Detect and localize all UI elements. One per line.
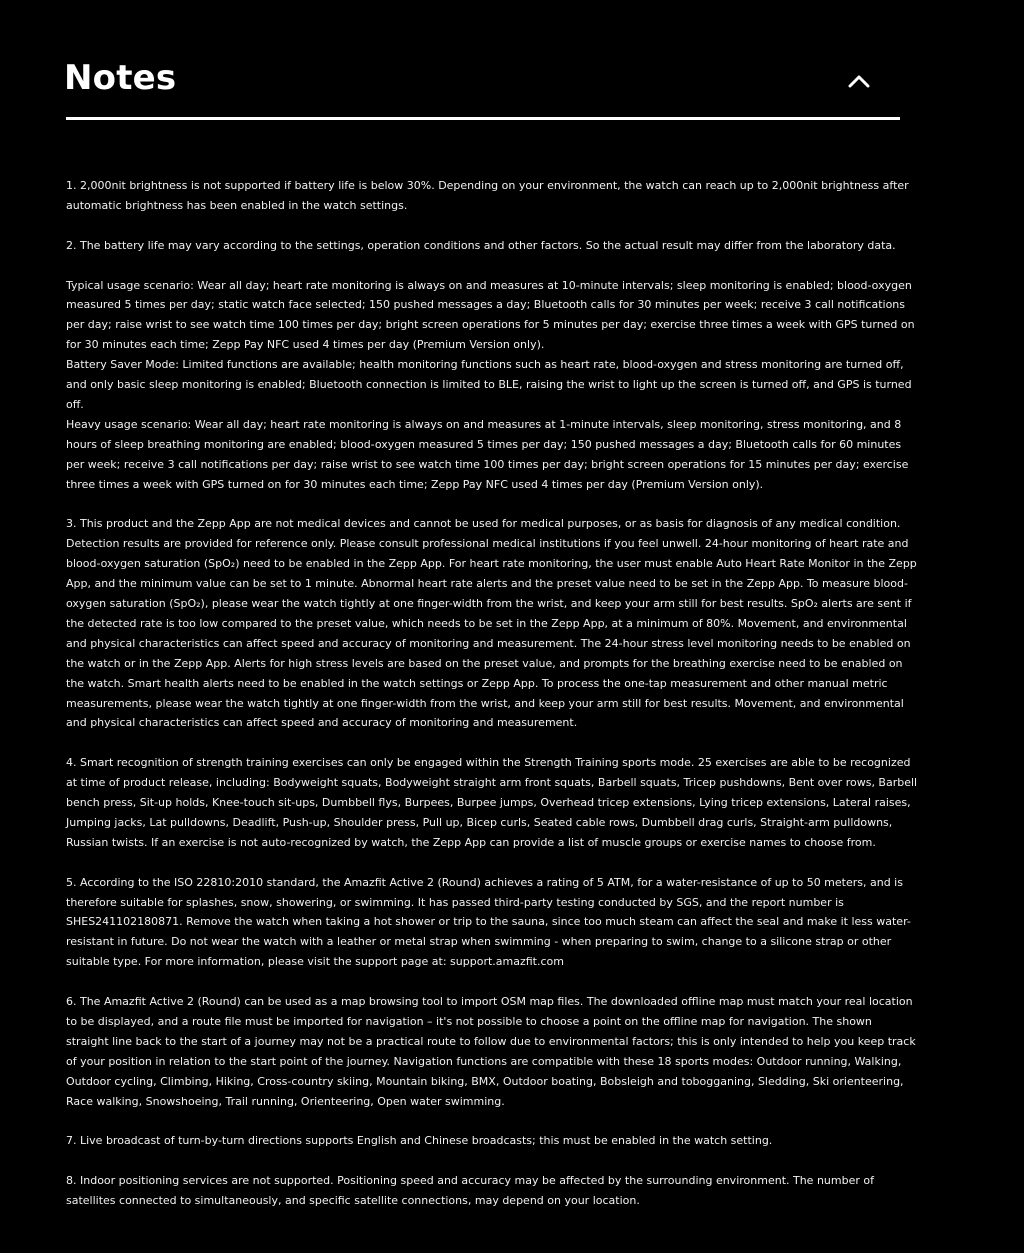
note-text: 5. According to the ISO 22810:2010 standard, the Amazfit Active 2 (Round) achieves a rating of 5 ATM, for a water-resistance of up to 50 meters, and is therefore suitable for splashes, snow, showering, or swimming. It has passed third-party testing conducted by SGS, and the report number is SHES241102180871. Remove the watch when taking a hot shower or trip to the sauna, since too much steam can affect the seal and make it less water-resistant in future. Do not wear the watch with a leather or metal strap when swimming - when preparing to swim, change to a silicone strap or other suitable type. For more information, please visit the support page at: support.amazfit.com xyxy=(66,875,911,969)
notes-content xyxy=(66,176,918,1231)
note-item xyxy=(66,873,918,973)
note-text: 2. The battery life may vary according to the settings, operation conditions and other factors. So the actual result may differ from the laboratory data. xyxy=(66,238,896,252)
note-item xyxy=(66,992,918,1111)
note-text: Heavy usage scenario: Wear all day; heart rate monitoring is always on and measures at 1-minute intervals, sleep monitoring, stress monitoring, and 8 hours of sleep breathing monitoring are enabled; blood-oxygen measured 5 times per day; 150 pushed messages a day; Bluetooth calls for 60 minutes per week; receive 3 call notifications per day; raise wrist to see watch time 100 times per day; bright screen operations for 15 minutes per day; exercise three times a week with GPS turned on for 30 minutes each time; Zepp Pay NFC used 4 times per day (Premium Version only). xyxy=(66,417,909,491)
note-item xyxy=(66,1131,918,1151)
note-item xyxy=(66,753,918,853)
note-text: 3. This product and the Zepp App are not medical devices and cannot be used for medical purposes, or as basis for diagnosis of any medical condition. Detection results are provided for reference only. Please consult professional medical institutions if you feel unwell. 24-hour monitoring of heart rate and blood-oxygen saturation (SpO₂) need to be enabled in the Zepp App. For heart rate monitoring, the user must enable Auto Heart Rate Monitor in the Zepp App, and the minimum value can be set to 1 minute. Abnormal heart rate alerts and the preset value need to be set in the Zepp App. To measure blood-oxygen saturation (SpO₂), please wear the watch tightly at one finger-width from the wrist, and keep your arm still for best results. SpO₂ alerts are sent if the detected rate is too low compared to the preset value, which needs to be set in the Zepp App, at a minimum of 80%. Movement, and environmental and physical characteristics can affect speed and accuracy of monitoring and measurement. The 24-hour stress level monitoring needs to be enabled on the watch or in the Zepp App. Alerts for high stress levels are based on the preset value, and prompts for the breathing exercise need to be enabled on the watch. Smart health alerts need to be enabled in the watch settings or Zepp App. To process the one-tap measurement and other manual metric measurements, please wear the watch tightly at one finger-width from the wrist, and keep your arm still for best results. Movement, and environmental and physical characteristics can affect speed and accuracy of monitoring and measurement. xyxy=(66,517,917,730)
note-text: Battery Saver Mode: Limited functions are available; health monitoring functions such as heart rate, blood-oxygen and stress monitoring are turned off, and only basic sleep monitoring is enabled; Bluetooth connection is limited to BLE, raising the wrist to light up the screen is turned off, and GPS is turned off. xyxy=(66,358,912,411)
note-text: 4. Smart recognition of strength training exercises can only be engaged within the Strength Training sports mode. 25 exercises are able to be recognized at time of product release, including: Bodyweight squats, Bodyweight straight arm front squats, Barbell squats, Tricep pushdowns, Bent over rows, Barbell bench press, Sit-up holds, Knee-touch sit-ups, Dumbbell flys, Burpees, Burpee jumps, Overhead tricep extensions, Lying tricep extensions, Lateral raises, Jumping jacks, Lat pulldowns, Deadlift, Push-up, Shoulder press, Pull up, Bicep curls, Seated cable rows, Dumbbell drag curls, Straight-arm pulldowns, Russian twists. If an exercise is not auto-recognized by watch, the Zepp App can provide a list of muscle groups or exercise names to choose from. xyxy=(66,756,918,849)
note-item xyxy=(66,514,918,733)
note-text: 7. Live broadcast of turn-by-turn directions supports English and Chinese broadcasts; this must be enabled in the watch setting. xyxy=(66,1134,773,1148)
notes-header xyxy=(64,52,900,104)
note-text: 6. The Amazfit Active 2 (Round) can be used as a map browsing tool to import OSM map files. The downloaded offline map must match your real location to be displayed, and a route file must be imported for navigation – it's not possible to choose a point on the offline map for navigation. The shown straight line back to the start of a journey may not be a practical route to follow due to environmental factors; this is only intended to help you keep track of your position in relation to the start point of the journey. Navigation functions are compatible with these 18 sports modes: Outdoor running, Walking, Outdoor cycling, Climbing, Hiking, Cross-country skiing, Mountain biking, BMX, Outdoor boating, Bobsleigh and tobogganing, Sledding, Ski orienteering, Race walking, Snowshoeing, Trail running, Orienteering, Open water swimming. xyxy=(66,995,916,1108)
note-item xyxy=(66,236,918,256)
note-item xyxy=(66,1171,918,1211)
section-title: Notes xyxy=(64,58,177,98)
chevron-up-icon xyxy=(848,74,870,88)
note-text: 1. 2,000nit brightness is not supported if battery life is below 30%. Depending on your environment, the watch can reach up to 2,000nit brightness after automatic brightness has been enabled in the watch settings. xyxy=(66,179,909,212)
note-text: 8. Indoor positioning services are not supported. Positioning speed and accuracy may be affected by the surrounding environment. The number of satellites connected to simultaneously, and specific satellite connections, may depend on your location. xyxy=(66,1174,874,1208)
note-text: Typical usage scenario: Wear all day; heart rate monitoring is always on and measures at 10-minute intervals; sleep monitoring is enabled; blood-oxygen measured 5 times per day; static watch face selected; 150 pushed messages a day; Bluetooth calls for 30 minutes per week; receive 3 call notifications per day; raise wrist to see watch time 100 times per day; bright screen operations for 5 minutes per day; exercise three times a week with GPS turned on for 30 minutes each time; Zepp Pay NFC used 4 times per day (Premium Version only). xyxy=(66,278,915,352)
collapse-button[interactable] xyxy=(842,64,876,98)
note-item xyxy=(66,176,918,216)
header-divider xyxy=(66,117,900,120)
note-item xyxy=(66,276,918,495)
